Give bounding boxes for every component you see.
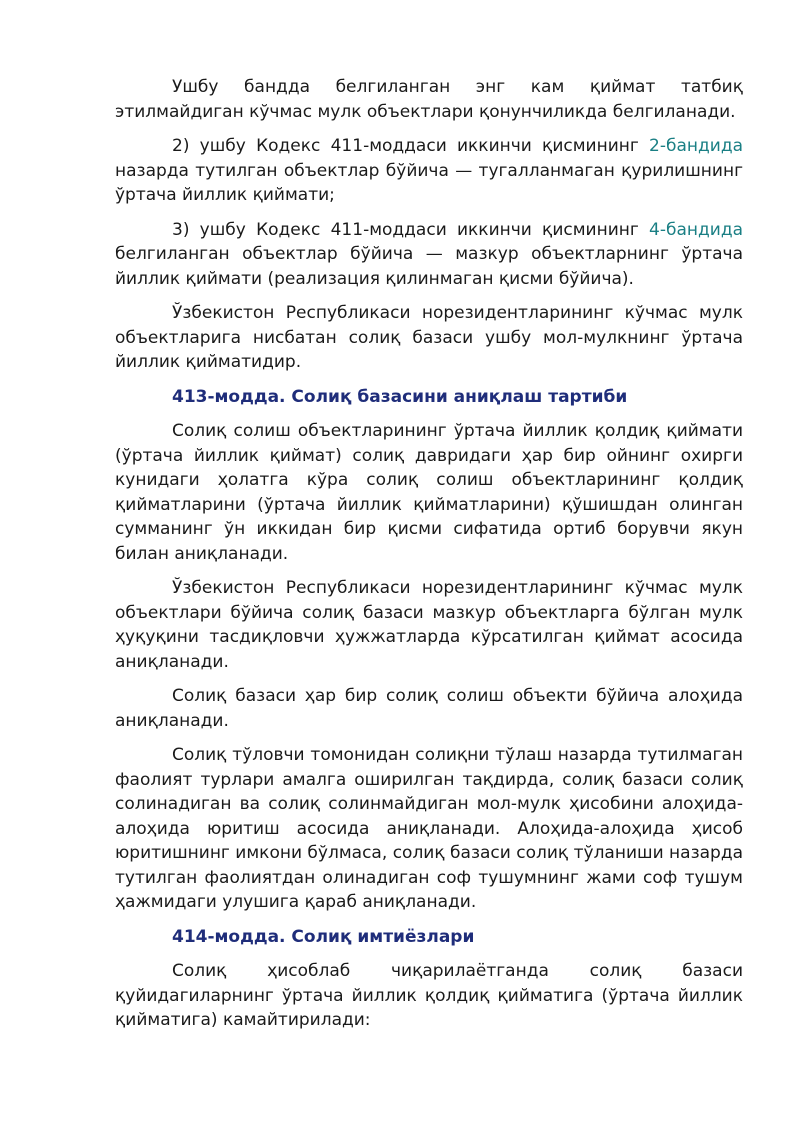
paragraph-item-3-rest: белгиланган объектлар бўйича — мазкур объектларнинг ўртача йиллик қиймати (реализация қилинмаган қисми бўйича). <box>115 244 743 289</box>
paragraph-nonresidents-base: Ўзбекистон Республикаси норезидентларининг кўчмас мулк объектларига нисбатан солиқ базаси ушбу мол-мулкнинг ўртача йиллик қийматидир. <box>115 303 743 372</box>
paragraph-benefits-intro: Солиқ ҳисоблаб чиқарилаётганда солиқ базаси қуйидагиларнинг ўртача йиллик қолдиқ қийматига (ўртача йиллик қийматига) камайтирилади: <box>115 961 743 1030</box>
link-clause-2[interactable]: 2-бандида <box>649 136 743 156</box>
link-clause-4[interactable]: 4-бандида <box>649 219 743 240</box>
paragraph-item-2-rest: назарда тутилган объектлар бўйича — тугалланмаган қурилишнинг ўртача йиллик қиймати; <box>115 160 743 205</box>
paragraph-average-value: Солиқ солиш объектларининг ўртача йиллик қолдиқ қиймати (ўртача йиллик қиймат) солиқ давридаги ҳар бир ойнинг охирги кунидаги ҳолатга кўра солиқ солиш объектларининг қолдиқ қийматларини (ўртача йиллик қийматларини) қўшишдан олинган сумманинг ўн иккидан бир қисми сифатида ортиб борувчи якун билан аниқланади. <box>115 421 743 564</box>
paragraph-item-3 <box>115 218 743 292</box>
paragraph-item-2-text: 2) ушбу Кодекс 411-моддаси иккинчи қисмининг <box>172 136 650 156</box>
paragraph-min-value-note: Ушбу бандда белгиланган энг кам қиймат татбиқ этилмайдиган кўчмас мулк объектлари қонунчиликда белгиланади. <box>115 77 743 122</box>
paragraph-item-2 <box>115 134 743 208</box>
paragraph-separate-accounting: Солиқ тўловчи томонидан солиқни тўлаш назарда тутилмаган фаолият турлари амалга оширилган тақдирда, солиқ базаси солиқ солинадиган ва солиқ солинмайдиган мол-мулк ҳисобини алоҳида-алоҳида юритиш асосида аниқланади. Алоҳида-алоҳида ҳисоб юритишнинг имкони бўлмаса, солиқ базаси солиқ тўланиши назарда тутилган фаолиятдан олинадиган соф тушумнинг жами соф тушум ҳажмидаги улушига қараб аниқланади. <box>115 745 743 912</box>
paragraph-item-3-text: 3) ушбу Кодекс 411-моддаси иккинчи қисмининг <box>172 219 650 240</box>
article-414-heading: 414-модда. Солиқ имтиёзлари <box>172 926 475 947</box>
paragraph-separate-base: Солиқ базаси ҳар бир солиқ солиш объекти бўйича алоҳида аниқланади. <box>115 686 743 731</box>
article-413-heading: 413-модда. Солиқ базасини аниқлаш тартиби <box>172 386 628 407</box>
paragraph-nonresidents-property: Ўзбекистон Республикаси норезидентларининг кўчмас мулк объектлари бўйича солиқ базаси мазкур объектларга бўлган мулк ҳуқуқини тасдиқловчи ҳужжатларда кўрсатилган қиймат асосида аниқланади. <box>115 578 743 672</box>
